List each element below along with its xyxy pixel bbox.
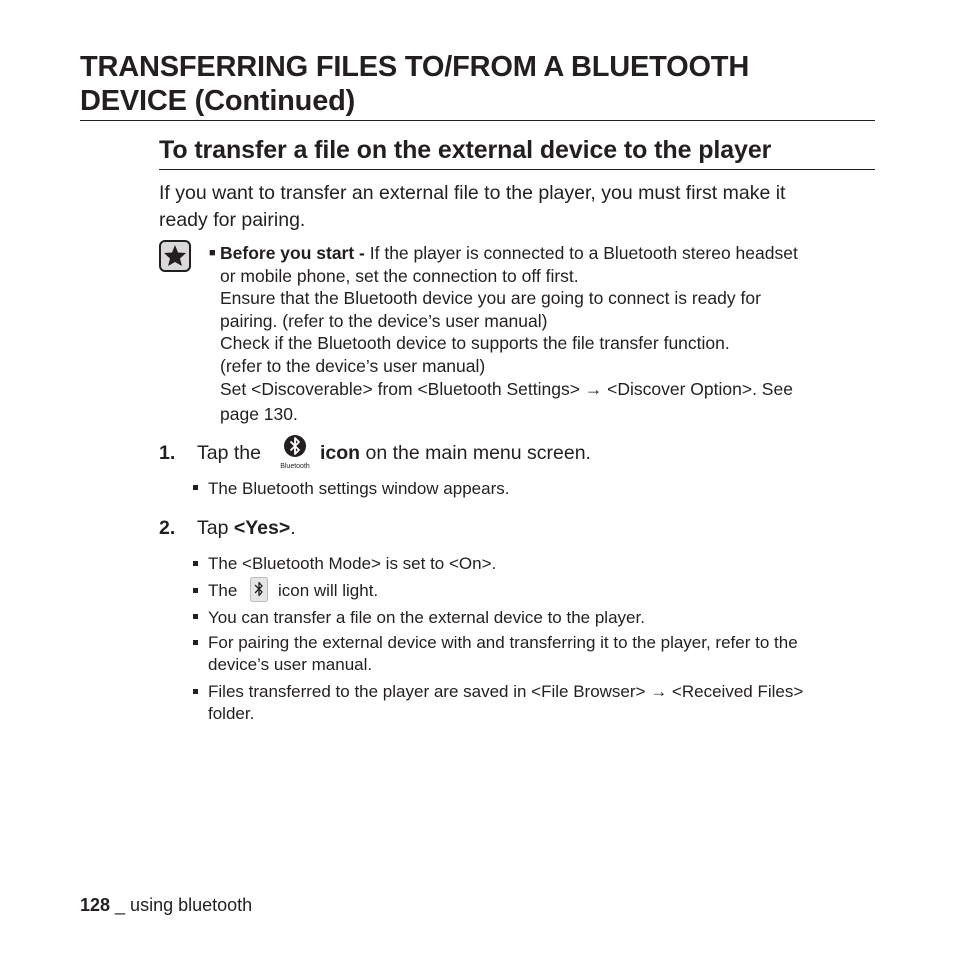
note-line2: or mobile phone, set the connection to off first. [220,265,579,286]
step-1-text [320,442,591,465]
bullet: ■ [209,247,216,259]
footer-section-label: _ using bluetooth [110,895,253,915]
step-1-icon-label: icon [320,442,361,464]
note-label: Before you start - [220,243,365,263]
title-divider [80,120,875,121]
page-footer [80,895,252,916]
step-1-number: 1. [159,442,176,464]
step-1-note: The Bluetooth settings window appears. [208,479,510,498]
section-title: To transfer a file on the external device to the player [159,136,772,164]
step-2-number: 2. [159,517,176,539]
step-1-suffix: on the main menu screen. [360,442,591,464]
bullet [193,614,198,619]
step-2 [159,517,175,540]
step-2-note-5 [208,681,803,725]
step-1 [159,442,175,465]
step-1-prefix: Tap the [197,442,261,464]
step-2-note-5-line1: Files transferred to the player are saved in <File Browser> → <Received Files> [208,682,804,701]
bullet [193,640,198,645]
step-2-note-4-line1: For pairing the external device with and transferring it to the player, refer to the [208,633,798,652]
step-2-suffix: . [290,517,296,539]
step-2-prefix: Tap [197,517,234,539]
note-line [209,242,879,265]
page-title-line2: DEVICE (Continued) [80,85,356,117]
note-line3: Ensure that the Bluetooth device you are going to connect is ready for [220,288,761,308]
bullet [193,485,198,490]
step-2-note-2-suffix: icon will light. [278,581,379,600]
before-you-start-note [209,242,879,425]
intro-paragraph [159,180,879,234]
intro-line2: ready for pairing. [159,209,306,231]
step-2-yes: <Yes> [233,517,291,539]
bullet [193,588,198,593]
page-title-line1: TRANSFERRING FILES TO/FROM A BLUETOOTH [80,51,750,83]
bullet [193,689,198,694]
intro-line1: If you want to transfer an external file to the player, you must first make it [159,182,786,204]
step-2-note-3: You can transfer a file on the external device to the player. [208,608,645,627]
step-2-note-5-line2: folder. [208,704,255,723]
step-2-note-4 [208,632,798,676]
note-line8: page 130. [220,403,298,424]
note-line4: pairing. (refer to the device’s user manual) [220,310,548,331]
bluetooth-icon-caption: Bluetooth [280,463,310,470]
bluetooth-status-icon [250,577,268,602]
step-2-note-2-prefix: The [208,581,238,600]
note-line6: (refer to the device’s user manual) [220,355,486,376]
step-2-text [197,517,296,540]
note-line7: Set <Discoverable> from <Bluetooth Settings> → <Discover Option>. See [220,379,793,399]
bluetooth-menu-icon [280,433,312,473]
step-2-note-4-line2: device’s user manual. [208,655,373,674]
page-title [80,50,880,118]
bullet [193,561,198,566]
note-line1: If the player is connected to a Bluetooth stereo headset [364,243,798,263]
page-number: 128 [80,895,111,915]
note-line5: Check if the Bluetooth device to supports the file transfer function. [220,333,730,353]
step-2-note-1: The <Bluetooth Mode> is set to <On>. [208,554,497,573]
section-divider [159,169,875,170]
star-note-icon [159,240,189,270]
